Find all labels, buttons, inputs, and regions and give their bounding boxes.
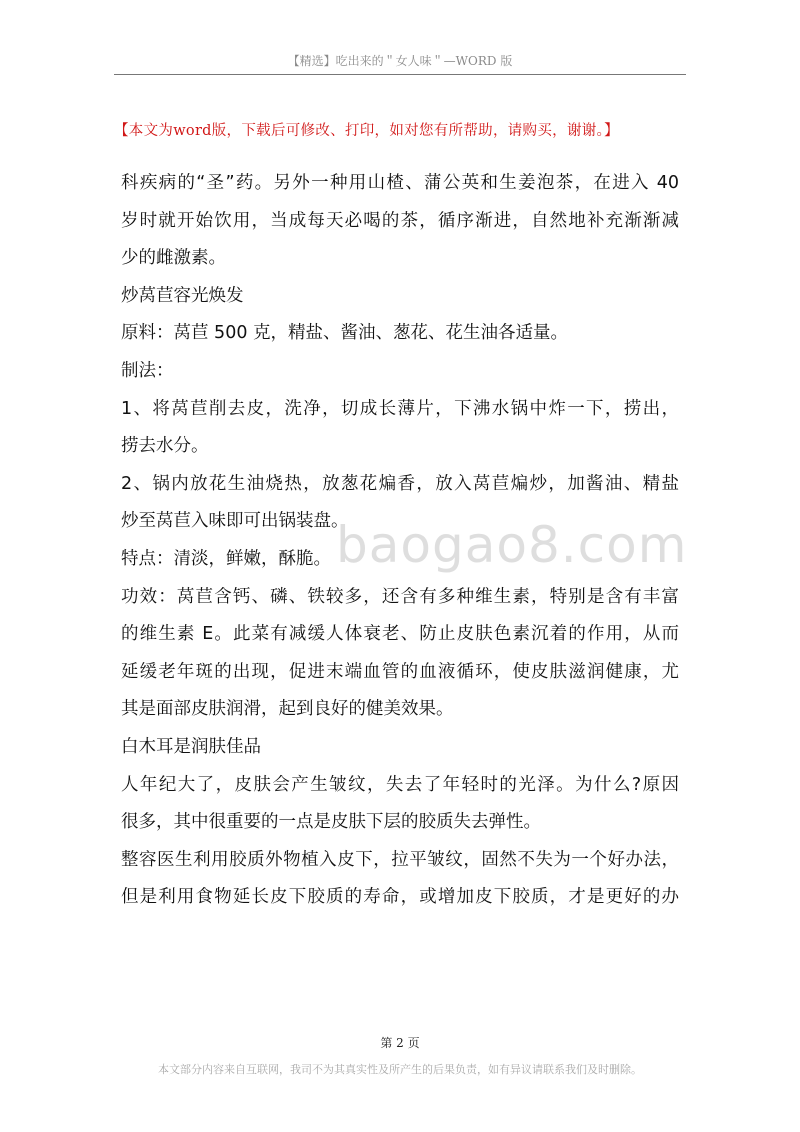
body-line: 1、将莴苣削去皮，洗净，切成长薄片，下沸水锅中炸一下，捞出， xyxy=(121,398,679,419)
footer-disclaimer: 本文部分内容来自互联网，我司不为其真实性及所产生的后果负责，如有异议请联系我们及时删除。 xyxy=(158,1063,642,1076)
body-line: 延缓老年斑的出现，促进末端血管的血液循环，使皮肤滋润健康，尤 xyxy=(121,661,679,682)
purchase-notice: 【本文为word版，下载后可修改、打印，如对您有所帮助，请购买，谢谢。】 xyxy=(114,123,619,139)
body-line: 其是面部皮肤润滑，起到良好的健美效果。 xyxy=(121,699,454,720)
body-line: 功效：莴苣含钙、磷、铁较多，还含有多种维生素，特别是含有丰富 xyxy=(121,586,679,607)
document-header: 【精选】吃出来的＂女人味＂—WORD 版 xyxy=(287,54,513,68)
body-line: 原料：莴苣 500 克，精盐、酱油、葱花、花生油各适量。 xyxy=(121,323,569,344)
body-line: 炒至莴苣入味即可出锅装盘。 xyxy=(121,511,349,532)
header-divider xyxy=(114,74,686,75)
body-line: 科疾病的“圣”药。另外一种用山楂、蒲公英和生姜泡茶，在进入 40 xyxy=(121,173,679,193)
body-line: 少的雌激素。 xyxy=(121,248,226,269)
body-line: 很多，其中很重要的一点是皮肤下层的胶质失去弹性。 xyxy=(121,812,541,833)
body-line: 2、锅内放花生油烧热，放葱花煸香，放入莴苣煸炒，加酱油、精盐 xyxy=(121,473,679,494)
body-line: 人年纪大了，皮肤会产生皱纹，失去了年轻时的光泽。为什么?原因 xyxy=(121,774,679,795)
section-heading: 白木耳是润肤佳品 xyxy=(121,736,261,757)
body-line: 制法： xyxy=(121,360,174,381)
watermark: baogao8.com xyxy=(336,516,688,574)
section-heading: 炒莴苣容光焕发 xyxy=(121,285,244,306)
page-number: 第 2 页 xyxy=(380,1036,420,1050)
body-line: 但是利用食物延长皮下胶质的寿命，或增加皮下胶质，才是更好的办 xyxy=(121,887,679,908)
body-line: 的维生素 E。此菜有减缓人体衰老、防止皮肤色素沉着的作用，从而 xyxy=(121,624,679,645)
body-line: 特点：清淡，鲜嫩，酥脆。 xyxy=(121,548,331,569)
body-line: 捞去水分。 xyxy=(121,436,209,457)
body-line: 整容医生利用胶质外物植入皮下，拉平皱纹，固然不失为一个好办法， xyxy=(121,849,679,870)
body-line: 岁时就开始饮用，当成每天必喝的茶，循序渐进，自然地补充渐渐减 xyxy=(121,210,679,231)
